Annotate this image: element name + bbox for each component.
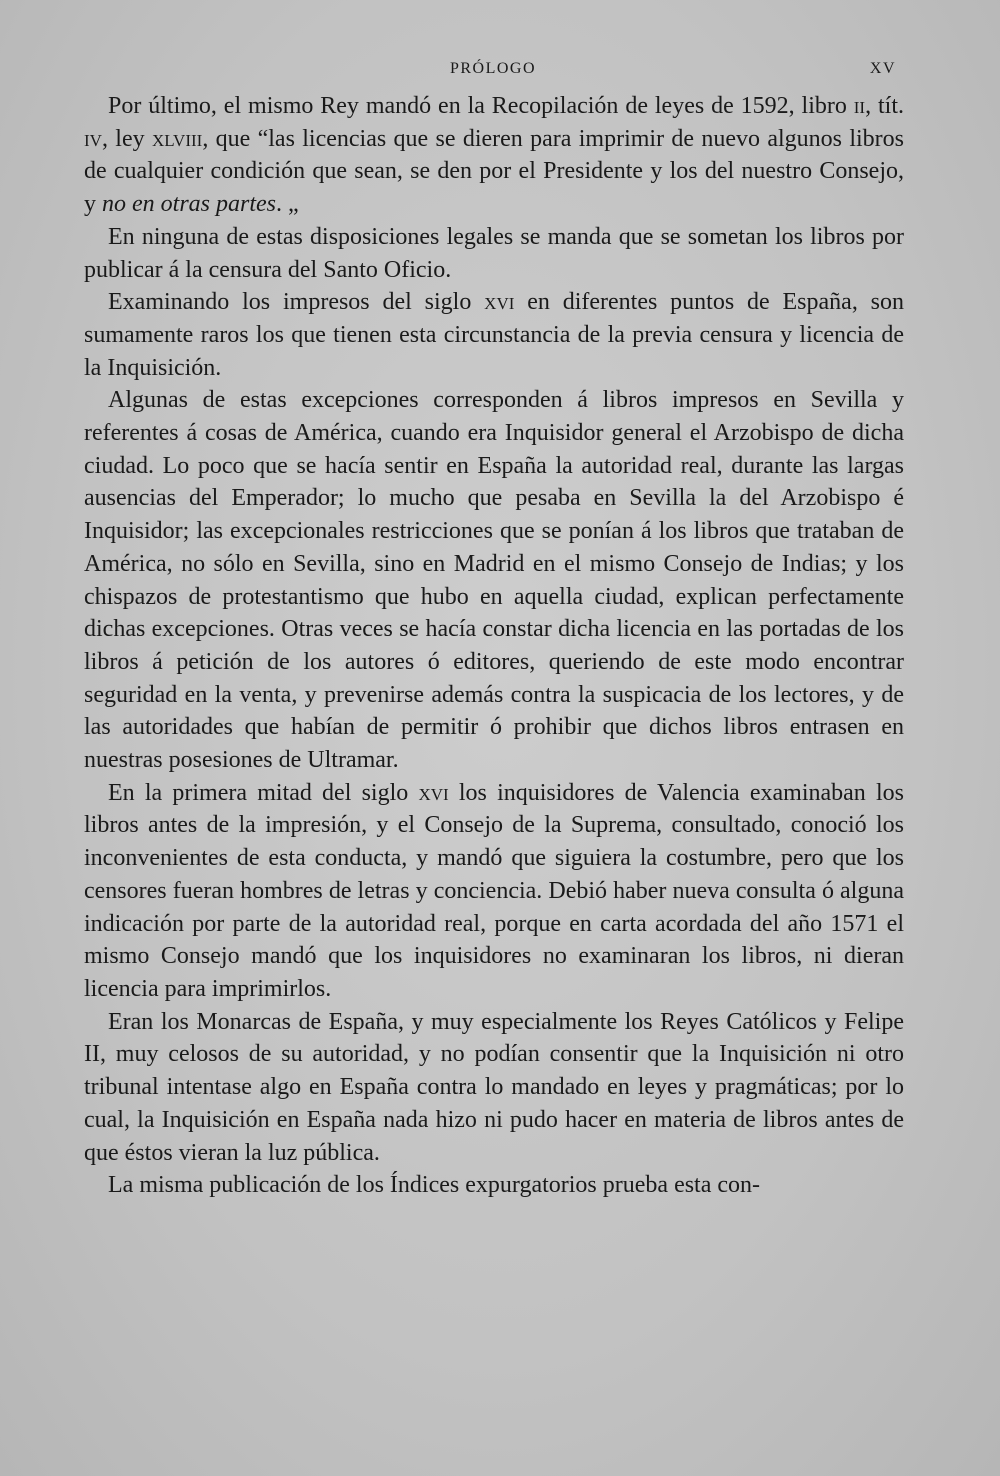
text-run: En la primera mitad del siglo [108, 779, 419, 806]
text-run: en diferentes puntos de España, son sumamente raros los que tienen esta circunstancia de la previa censura y licencia de la Inquisición. [84, 289, 905, 381]
paragraph-4: Algunas de estas excepciones corresponden á libros impresos en Sevilla y referentes á cosas de América, cuando era Inquisidor general el Arzobispo de dicha ciudad. Lo poco que se hacía sentir en España la autoridad real, durante las largas ausencias del Emperador; lo mucho que pesaba en Sevilla la del Arzobispo é Inquisidor; las excepcionales restricciones que se ponían á los libros que trataban de América, no sólo en Sevilla, sino en Madrid en el mismo Consejo de Indias; y los chispazos de protestantismo que hubo en aquella ciudad, explican perfectamente dichas excepciones. Otras veces se hacía constar dicha licencia en las portadas de los libros á petición de los autores ó editores, queriendo de este modo encontrar seguridad en la venta, y prevenirse además contra la suspicacia de los lectores, y de las autoridades que habían de permitir ó prohibir que dichos libros entrasen en nuestras posesiones de Ultramar. [84, 387, 904, 774]
text-run: Examinando los impresos del siglo [108, 289, 485, 316]
paragraph-2: En ninguna de estas disposiciones legales se manda que se sometan los libros por publicar á la censura del Santo Oficio. [84, 223, 904, 283]
body-text [84, 90, 904, 1202]
text-run: Por último, el mismo Rey mandó en la Recopilación de leyes de 1592, libro [108, 93, 854, 119]
running-title: PRÓLOGO [449, 60, 537, 77]
roman-numeral: iv [84, 125, 102, 152]
paragraph-7: La misma publicación de los Índices expurgatorios prueba esta con- [108, 1172, 761, 1199]
text-run: los inquisidores de Valencia examinaban los libros antes de la impresión, y el Consejo de la Suprema, consultado, conoció los inconvenientes de esta conducta, y mandó que siguiera la costumbre, pero que los censores fueran hombres de letras y conciencia. Debió haber nueva consulta ó alguna indicación por parte de la autoridad real, porque en carta acordada del año 1571 el mismo Consejo mandó que los inquisidores no examinaran los libros, ni dieran licencia para imprimirlos. [84, 779, 904, 1002]
roman-numeral: xvi [418, 779, 449, 806]
page-number: XV [869, 60, 896, 77]
text-run: , que “las licencias que se dieren para imprimir de nuevo algunos libros de cualquier condición que sean, se den por el Presidente y los del nuestro Consejo, y [84, 125, 905, 218]
text-run: . „ [276, 191, 299, 218]
paragraph-5 [84, 777, 904, 1006]
paragraph-1 [84, 90, 904, 221]
roman-numeral: xvi [484, 289, 515, 316]
text-run: , tít. [865, 93, 904, 119]
roman-numeral: xlviii [151, 125, 203, 152]
roman-numeral: ii [853, 93, 866, 119]
running-header [86, 60, 900, 86]
italic-phrase: no en otras partes [102, 191, 276, 218]
paragraph-6: Eran los Monarcas de España, y muy especialmente los Reyes Católicos y Felipe II, muy celosos de su autoridad, y no podían consentir que la Inquisición ni otro tribunal intentase algo en España contra lo mandado en leyes y pragmáticas; por lo cual, la Inquisición en España nada hizo ni pudo hacer en materia de libros antes de que éstos vieran la luz pública. [84, 1008, 904, 1166]
paragraph-3 [84, 286, 904, 384]
text-run: , ley [101, 125, 152, 152]
